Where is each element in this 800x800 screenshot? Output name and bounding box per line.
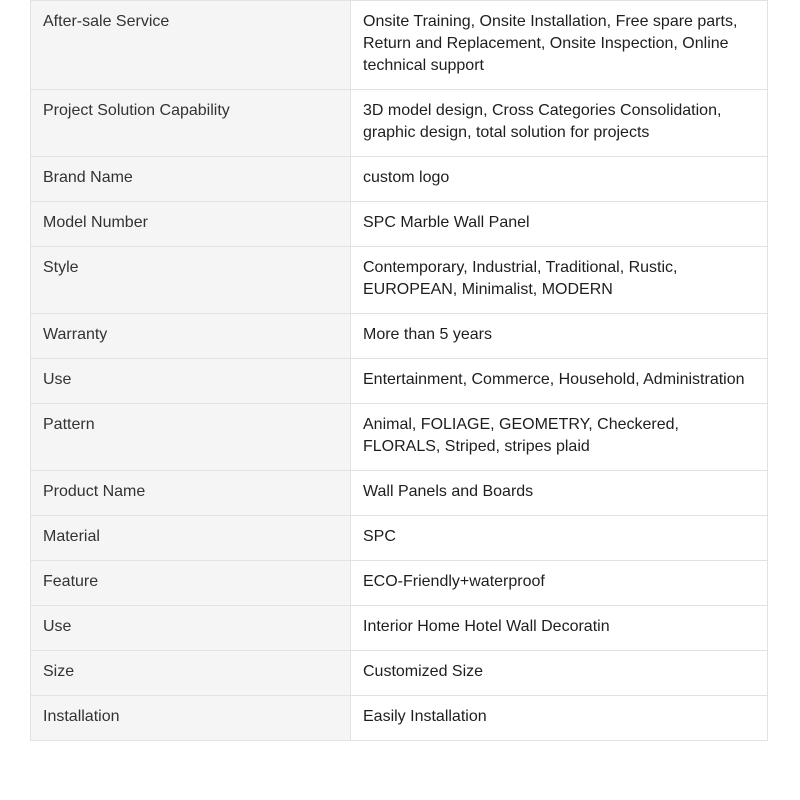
spec-value: Animal, FOLIAGE, GEOMETRY, Checkered, FLORALS, Striped, stripes plaid <box>351 404 768 471</box>
table-row <box>31 471 768 516</box>
spec-value: Onsite Training, Onsite Installation, Free spare parts, Return and Replacement, Onsite Inspection, Online technical support <box>351 1 768 90</box>
spec-label: Material <box>31 516 351 561</box>
spec-value: Customized Size <box>351 651 768 696</box>
table-row <box>31 404 768 471</box>
spec-value: Interior Home Hotel Wall Decoratin <box>351 606 768 651</box>
spec-label: After-sale Service <box>31 1 351 90</box>
spec-value: Wall Panels and Boards <box>351 471 768 516</box>
table-row <box>31 247 768 314</box>
table-row <box>31 314 768 359</box>
spec-label: Use <box>31 359 351 404</box>
table-row <box>31 157 768 202</box>
spec-value: Easily Installation <box>351 696 768 741</box>
spec-label: Model Number <box>31 202 351 247</box>
spec-label: Project Solution Capability <box>31 90 351 157</box>
table-row <box>31 359 768 404</box>
table-row <box>31 696 768 741</box>
spec-label: Installation <box>31 696 351 741</box>
table-row <box>31 516 768 561</box>
spec-label: Brand Name <box>31 157 351 202</box>
spec-label: Pattern <box>31 404 351 471</box>
spec-label: Warranty <box>31 314 351 359</box>
spec-value: More than 5 years <box>351 314 768 359</box>
spec-value: SPC Marble Wall Panel <box>351 202 768 247</box>
table-row <box>31 561 768 606</box>
table-row <box>31 90 768 157</box>
spec-value: Entertainment, Commerce, Household, Administration <box>351 359 768 404</box>
table-row <box>31 1 768 90</box>
table-row <box>31 651 768 696</box>
spec-label: Use <box>31 606 351 651</box>
table-row <box>31 606 768 651</box>
spec-value: ECO-Friendly+waterproof <box>351 561 768 606</box>
spec-value: 3D model design, Cross Categories Consolidation, graphic design, total solution for projects <box>351 90 768 157</box>
spec-value: SPC <box>351 516 768 561</box>
spec-value: Contemporary, Industrial, Traditional, Rustic, EUROPEAN, Minimalist, MODERN <box>351 247 768 314</box>
spec-value: custom logo <box>351 157 768 202</box>
table-row <box>31 202 768 247</box>
spec-label: Feature <box>31 561 351 606</box>
spec-label: Size <box>31 651 351 696</box>
product-specs-table <box>30 0 768 741</box>
spec-label: Style <box>31 247 351 314</box>
spec-label: Product Name <box>31 471 351 516</box>
